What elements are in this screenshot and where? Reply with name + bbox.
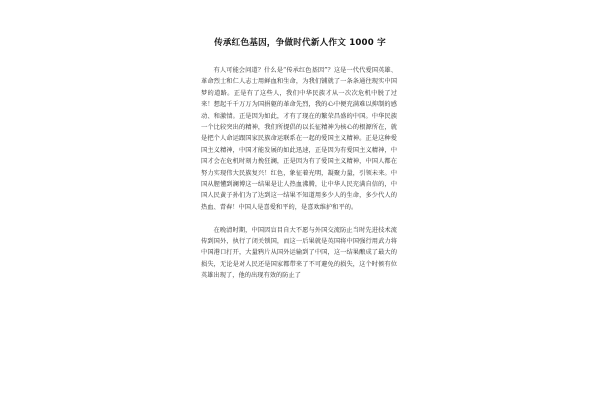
paragraph-2: 在晚清时期，中国因盲目自大不愿与外国交流防止当时先进技术流传到国外，执行了闭关锁国，而这一后果就是英国将中国强行用武力将中国港口打开，大量鸦片从国外运输到了中国，这一结果酿成了最大的损失，无论是对人民还是国家都带来了不可避免的损失，这个时候有位英雄出现了，他的出现有效的防止了 — [201, 226, 397, 280]
document-body — [201, 65, 397, 282]
paragraph-1: 有人可能会问道？什么是“传承红色基因”？这是一代代爱国英雄、革命烈士和仁人志士用鲜血和生命，为我们铺就了一条条通往现实中国梦的道路。正是有了这些人，我们中华民族才从一次次危机中脱了过来！想起千千万万为国捐躯的革命先烈，我的心中便充满难以抑制的感动、和激情。正是因为如此，才有了现在的繁荣昌盛的中国。中华民族一个比较突出的精神，我们所提倡的以长征精神为核心的根源所在，就是把个人命运跟国家民族命运联系在一起的爱国主义精神。正是这种爱国主义精神，中国才能发展的如此迅速，正是因为有爱国主义精神，中国才会在危机时刻力挽狂澜，正是因为有了爱国主义精神，中国人都在努力实现伟大民族复兴！红色，象征着光明，凝聚力量，引领未来。中国从腥懂到澜博这一结果是让人热血沸腾，让中华人民充满自信的，中国人民黄子孙们为了达到这一结果不知道用多少人的生命，多少代人的热血、青春！中国人是喜爱和平的，是喜欢维护和平的。 — [201, 67, 397, 211]
document-title: 传承红色基因，争做时代新人作文 1000 字 — [214, 38, 386, 48]
